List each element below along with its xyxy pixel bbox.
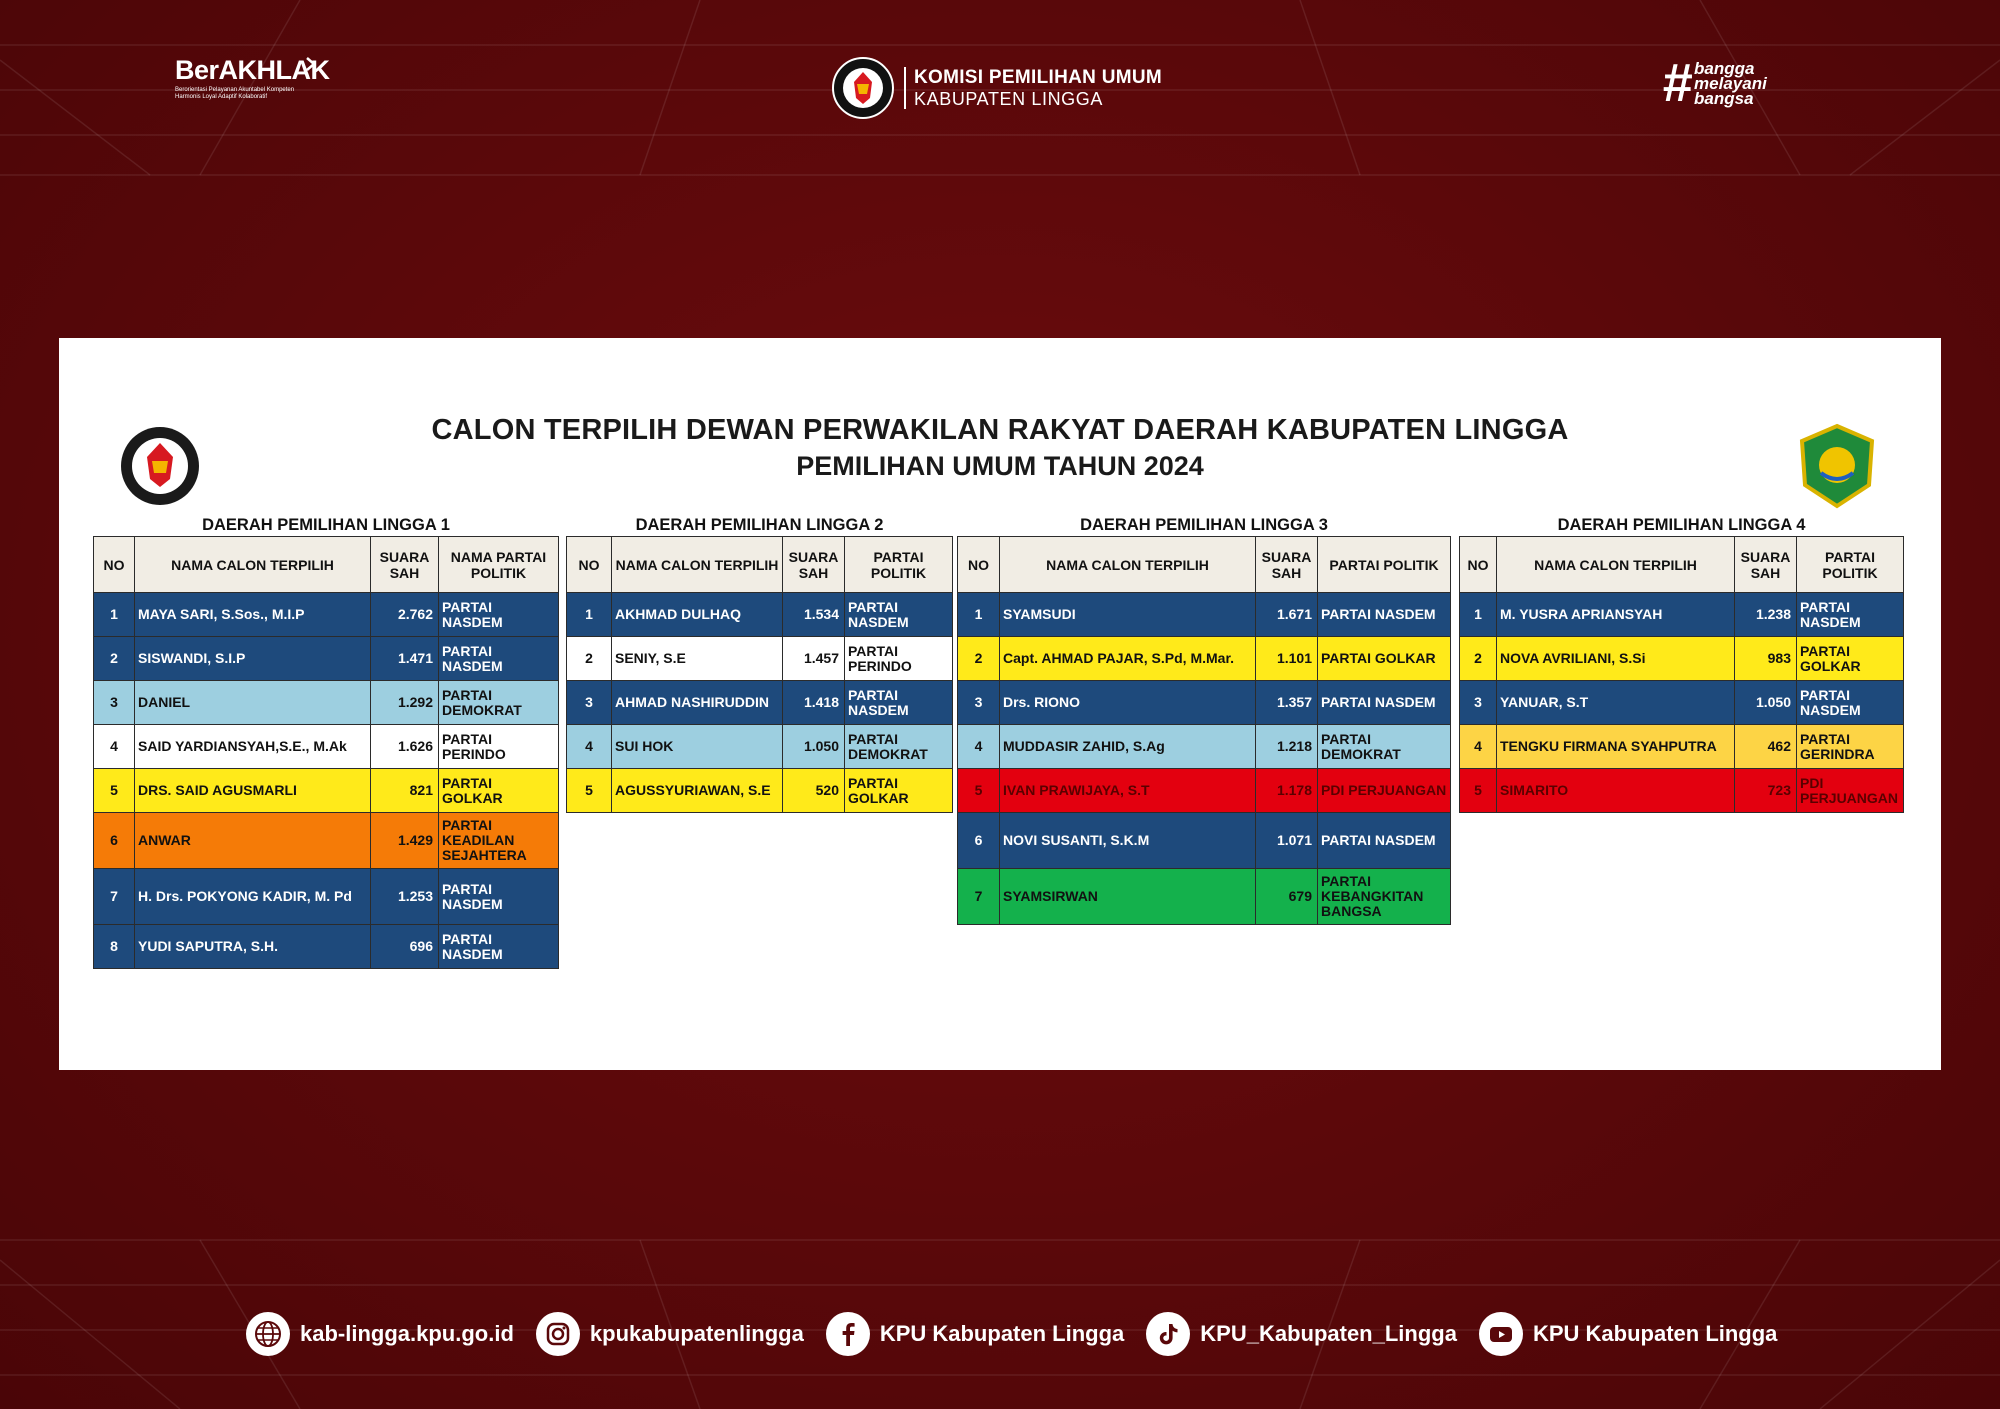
district-name: DAERAH PEMILIHAN LINGGA 3 [1080,516,1328,534]
district-3 [957,514,1451,925]
district-1 [93,514,559,969]
valid-votes: 1.418 [783,681,845,725]
candidate-name: Drs. RIONO [1000,681,1256,725]
org-name: KOMISI PEMILIHAN UMUM [914,66,1163,88]
valid-votes: 1.357 [1256,681,1318,725]
party-name: PARTAI KEBANGKITAN BANGSA [1318,869,1451,925]
row-no: 4 [567,725,612,769]
candidate-name: MAYA SARI, S.Sos., M.I.P [135,593,371,637]
table-row [1460,725,1904,769]
valid-votes: 1.050 [1735,681,1797,725]
valid-votes: 1.471 [371,637,439,681]
valid-votes: 1.071 [1256,813,1318,869]
table-row [1460,681,1904,725]
row-no: 2 [94,637,135,681]
candidate-name: ANWAR [135,813,371,869]
table-row [567,769,953,813]
bangga-melayani-logo [1662,53,1767,113]
party-name: PARTAI DEMOKRAT [1318,725,1451,769]
youtube-icon [1479,1312,1523,1356]
district-2 [566,514,953,813]
column-header-votes: SUARA SAH [1735,537,1797,593]
row-no: 4 [958,725,1000,769]
column-header-no: NO [567,537,612,593]
candidate-name: M. YUSRA APRIANSYAH [1497,593,1735,637]
candidate-name: SYAMSIRWAN [1000,869,1256,925]
table-row [958,725,1451,769]
party-name: PARTAI NASDEM [439,593,559,637]
document-title: CALON TERPILIH DEWAN PERWAKILAN RAKYAT DAERAH KABUPATEN LINGGA [431,414,1569,446]
candidate-name: SYAMSUDI [1000,593,1256,637]
org-region: KABUPATEN LINGGA [914,88,1103,109]
table-row [567,593,953,637]
document-subtitle: PEMILIHAN UMUM TAHUN 2024 [796,451,1204,481]
column-header-no: NO [94,537,135,593]
candidate-name: H. Drs. POKYONG KADIR, M. Pd [135,869,371,925]
party-name: PDI PERJUANGAN [1318,769,1451,813]
party-name: PARTAI GOLKAR [439,769,559,813]
candidate-name: AHMAD NASHIRUDDIN [612,681,783,725]
column-header-votes: SUARA SAH [783,537,845,593]
youtube-text: KPU Kabupaten Lingga [1532,1321,1778,1346]
table-row [567,637,953,681]
table-row [94,925,559,969]
district-4-table [1459,536,1904,813]
district-name: DAERAH PEMILIHAN LINGGA 2 [635,516,884,534]
party-name: PARTAI NASDEM [845,681,953,725]
row-no: 3 [1460,681,1497,725]
district-name: DAERAH PEMILIHAN LINGGA 1 [202,516,450,534]
table-row [1460,769,1904,813]
candidate-name: Capt. AHMAD PAJAR, S.Pd, M.Mar. [1000,637,1256,681]
column-header-name: NAMA CALON TERPILIH [1497,537,1735,593]
party-name: PARTAI DEMOKRAT [439,681,559,725]
party-name: PARTAI PERINDO [439,725,559,769]
slogan-word: bangsa [1694,88,1754,108]
row-no: 3 [958,681,1000,725]
row-no: 6 [958,813,1000,869]
row-no: 1 [1460,593,1497,637]
table-row [958,813,1451,869]
district-4 [1459,514,1904,813]
column-header-no: NO [958,537,1000,593]
candidate-name: TENGKU FIRMANA SYAHPUTRA [1497,725,1735,769]
party-name: PARTAI NASDEM [845,593,953,637]
party-name: PARTAI NASDEM [439,925,559,969]
row-no: 5 [958,769,1000,813]
table-row [94,769,559,813]
globe-icon [246,1312,290,1356]
chevron-right-icon [305,57,317,71]
results-document [59,338,1941,1070]
valid-votes: 696 [371,925,439,969]
table-row [958,869,1451,925]
party-name: PARTAI PERINDO [845,637,953,681]
column-header-name: NAMA CALON TERPILIH [612,537,783,593]
table-row [1460,637,1904,681]
berakhlak-logo [175,55,330,115]
table-row [1460,593,1904,637]
row-no: 1 [567,593,612,637]
party-name: PARTAI NASDEM [1318,813,1451,869]
column-header-votes: SUARA SAH [1256,537,1318,593]
candidate-name: DRS. SAID AGUSMARLI [135,769,371,813]
facebook-icon [826,1312,870,1356]
header-divider [904,67,906,109]
footer-links [246,1312,1799,1356]
valid-votes: 2.762 [371,593,439,637]
valid-votes: 1.050 [783,725,845,769]
table-row [567,725,953,769]
party-name: PDI PERJUANGAN [1797,769,1904,813]
valid-votes: 1.457 [783,637,845,681]
candidate-name: YANUAR, S.T [1497,681,1735,725]
table-row [958,593,1451,637]
valid-votes: 1.178 [1256,769,1318,813]
candidate-name: AGUSSYURIAWAN, S.E [612,769,783,813]
slogan-word: melayani [1694,73,1767,93]
valid-votes: 1.534 [783,593,845,637]
website-link[interactable] [246,1312,514,1356]
candidate-name: SENIY, S.E [612,637,783,681]
party-name: PARTAI NASDEM [439,869,559,925]
tiktok-icon [1146,1312,1190,1356]
district-3-table [957,536,1451,925]
column-header-party: PARTAI POLITIK [1797,537,1904,593]
kpu-emblem-icon [832,54,894,122]
valid-votes: 1.238 [1735,593,1797,637]
party-name: PARTAI DEMOKRAT [845,725,953,769]
row-no: 5 [94,769,135,813]
party-name: PARTAI NASDEM [1797,593,1904,637]
party-name: PARTAI GOLKAR [845,769,953,813]
candidate-name: NOVA AVRILIANI, S.Si [1497,637,1735,681]
party-name: PARTAI GOLKAR [1797,637,1904,681]
district-name: DAERAH PEMILIHAN LINGGA 4 [1557,516,1806,534]
row-no: 2 [1460,637,1497,681]
table-row [94,725,559,769]
tiktok-text: KPU_Kabupaten_Lingga [1200,1321,1457,1346]
column-header-party: PARTAI POLITIK [845,537,953,593]
party-name: PARTAI GERINDRA [1797,725,1904,769]
column-header-name: NAMA CALON TERPILIH [135,537,371,593]
instagram-link[interactable] [536,1312,804,1356]
website-text: kab-lingga.kpu.go.id [300,1321,514,1346]
instagram-text: kpukabupatenlingga [589,1321,804,1346]
valid-votes: 983 [1735,637,1797,681]
candidate-name: IVAN PRAWIJAYA, S.T [1000,769,1256,813]
party-name: PARTAI NASDEM [1318,593,1451,637]
valid-votes: 1.101 [1256,637,1318,681]
row-no: 4 [94,725,135,769]
table-row [94,637,559,681]
candidate-name: YUDI SAPUTRA, S.H. [135,925,371,969]
candidate-name: SUI HOK [612,725,783,769]
row-no: 4 [1460,725,1497,769]
facebook-text: KPU Kabupaten Lingga [879,1321,1125,1346]
valid-votes: 1.626 [371,725,439,769]
table-row [958,637,1451,681]
berakhlak-subtitle: Berorientasi Pelayanan Akuntabel Kompeten Harmonis Loyal Adaptif Kolaboratif [175,87,295,100]
valid-votes: 821 [371,769,439,813]
tiktok-link[interactable] [1146,1312,1457,1356]
table-row [94,681,559,725]
column-header-party: PARTAI POLITIK [1318,537,1451,593]
party-name: PARTAI GOLKAR [1318,637,1451,681]
hashtag-icon: # [1662,53,1693,113]
valid-votes: 1.253 [371,869,439,925]
valid-votes: 1.218 [1256,725,1318,769]
candidate-name: DANIEL [135,681,371,725]
candidate-name: SAID YARDIANSYAH,S.E., M.Ak [135,725,371,769]
berakhlak-title: BerAKHLAK [175,55,330,85]
party-name: PARTAI NASDEM [1797,681,1904,725]
table-row [94,593,559,637]
row-no: 5 [567,769,612,813]
party-name: PARTAI NASDEM [439,637,559,681]
row-no: 1 [958,593,1000,637]
table-row [958,681,1451,725]
party-name: PARTAI KEADILAN SEJAHTERA [439,813,559,869]
party-name: PARTAI NASDEM [1318,681,1451,725]
valid-votes: 520 [783,769,845,813]
valid-votes: 1.671 [1256,593,1318,637]
table-row [94,813,559,869]
row-no: 2 [567,637,612,681]
instagram-icon [536,1312,580,1356]
youtube-link[interactable] [1479,1312,1777,1356]
valid-votes: 1.292 [371,681,439,725]
valid-votes: 723 [1735,769,1797,813]
table-row [958,769,1451,813]
row-no: 5 [1460,769,1497,813]
candidate-name: AKHMAD DULHAQ [612,593,783,637]
row-no: 1 [94,593,135,637]
row-no: 2 [958,637,1000,681]
valid-votes: 1.429 [371,813,439,869]
row-no: 3 [567,681,612,725]
district-2-table [566,536,953,813]
kpu-header [832,52,1162,124]
candidate-name: SISWANDI, S.I.P [135,637,371,681]
candidate-name: MUDDASIR ZAHID, S.Ag [1000,725,1256,769]
district-1-table [93,536,559,969]
column-header-no: NO [1460,537,1497,593]
row-no: 8 [94,925,135,969]
valid-votes: 679 [1256,869,1318,925]
candidate-name: NOVI SUSANTI, S.K.M [1000,813,1256,869]
slogan-word: bangga [1694,58,1755,78]
column-header-party: NAMA PARTAI POLITIK [439,537,559,593]
row-no: 7 [958,869,1000,925]
candidate-name: SIMARITO [1497,769,1735,813]
row-no: 7 [94,869,135,925]
row-no: 3 [94,681,135,725]
valid-votes: 462 [1735,725,1797,769]
column-header-votes: SUARA SAH [371,537,439,593]
table-row [567,681,953,725]
column-header-name: NAMA CALON TERPILIH [1000,537,1256,593]
facebook-link[interactable] [826,1312,1124,1356]
table-row [94,869,559,925]
row-no: 6 [94,813,135,869]
